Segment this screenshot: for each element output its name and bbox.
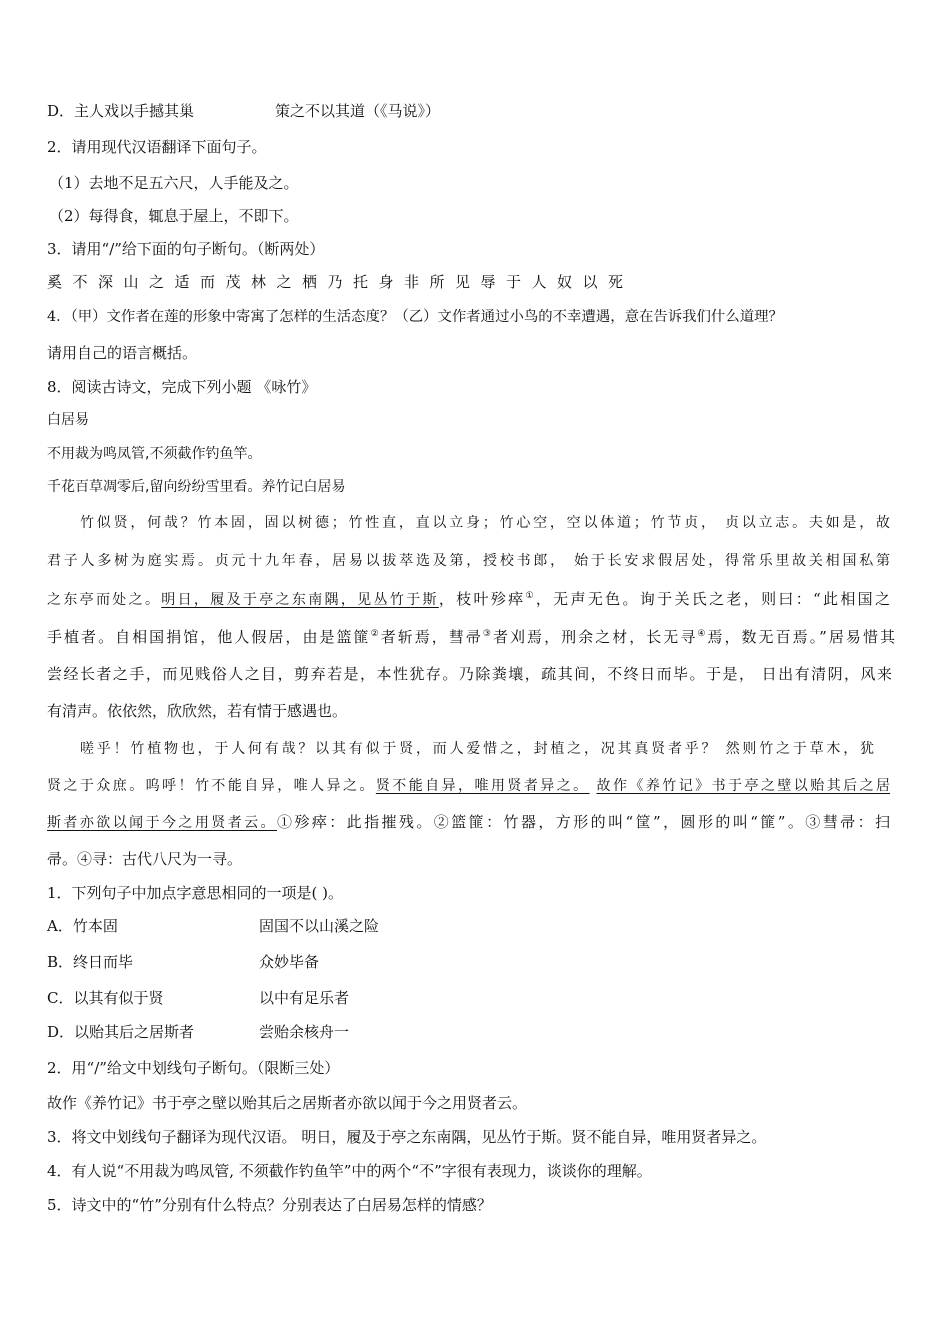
sub-question-3: 3．将文中划线句子翻译为现代汉语。 明日，履及于亭之东南隅，见丛竹于斯。贤不能自异，唯用贤者异之。 bbox=[47, 1128, 767, 1146]
underlined-sentence-1: 明日，履及于亭之东南隅，见丛竹于斯 bbox=[161, 592, 439, 608]
choice-d-right: 尝贻余核舟一 bbox=[259, 1023, 350, 1041]
passage-p1-line-1: 竹似贤，何哉？竹本固，固以树德；竹性直，直以立身；竹心空，空以体道；竹节贞， 贞以立志。夫如是，故 bbox=[80, 515, 890, 531]
passage-p1-line-3: 之东亭而处之。明日，履及于亭之东南隅，见丛竹于斯，枝叶殄瘁①，无声无色。询于关氏之老，则曰：“此相国之 bbox=[47, 590, 891, 608]
question-4-line-2: 请用自己的语言概括。 bbox=[47, 344, 198, 362]
sub-question-2: 2．用“/”给文中划线句子断句。（限断三处） bbox=[47, 1059, 340, 1077]
passage-p2-line-4: 帚。④寻：古代八尺为一寻。 bbox=[47, 850, 243, 868]
question-4-line: 4．（甲）文作者在莲的形象中寄寓了怎样的生活态度？（乙）文作者通过小鸟的不幸遭遇，意在告诉我们什么道理？ bbox=[47, 309, 783, 325]
underlined-sentence-3-end: 斯者亦欲以闻于今之用贤者云。 bbox=[47, 815, 277, 831]
passage-p2-line-2: 贤之于众庶。呜呼！竹不能自异，唯人异之。贤不能自异，唯用贤者异之。 故作《养竹记》书于亭之壁以贻其后之居 bbox=[47, 778, 891, 794]
poem-line-1: 不用裁为鸣凤管,不须截作钓鱼竿。 bbox=[47, 446, 262, 462]
sub-question-2-sentence: 故作《养竹记》书于亭之壁以贻其后之居斯者亦欲以闻于今之用贤者云。 bbox=[47, 1094, 528, 1112]
choice-a-right: 固国不以山溪之险 bbox=[259, 917, 380, 935]
choice-a-left: A．竹本固 bbox=[47, 917, 118, 935]
punctuation-sentence: 奚不深山之适而茂林之栖乃托身非所见辱于人奴以死 bbox=[47, 273, 634, 291]
poem-author: 白居易 bbox=[47, 412, 89, 428]
passage-p2-line-3: 斯者亦欲以闻于今之用贤者云。①殄瘁：此指摧残。②篮篚：竹器，方形的叫“筐”，圆形的叫“篚”。③彗帚：扫 bbox=[47, 813, 890, 831]
choice-d-left: D．以贻其后之居斯者 bbox=[47, 1023, 195, 1041]
underlined-sentence-3: 故作《养竹记》书于亭之壁以贻其后之居 bbox=[596, 778, 891, 794]
choice-c-right: 以中有足乐者 bbox=[259, 989, 350, 1007]
choice-b-left: B．终日而毕 bbox=[47, 953, 134, 971]
passage-p1-line-2: 君子人多树为庭实焉。贞元十九年春，居易以拔萃选及第，授校书郎， 始于长安求假居处，得常乐里故关相国私第 bbox=[47, 553, 890, 569]
sub-question-5: 5．诗文中的“竹”分别有什么特点？分别表达了白居易怎样的情感？ bbox=[47, 1196, 492, 1214]
section-8-heading: 8．阅读古诗文，完成下列小题 《咏竹》 bbox=[47, 378, 317, 396]
passage-p1-line-4: 手植者。自相国捐馆，他人假居，由是篮篚②者斩焉，彗帚③者刈焉，刑余之材，长无寻④焉，数无百焉。”居易惜其 bbox=[47, 628, 895, 646]
option-d-line bbox=[47, 101, 441, 121]
option-d-right: 策之不以其道（《马说》） bbox=[275, 102, 441, 120]
passage-p1-line-6: 有清声。依依然，欣欣然，若有情于感遇也。 bbox=[47, 702, 348, 720]
sentence-2: （2）每得食，辄息于屋上，不即下。 bbox=[49, 207, 299, 225]
question-2-heading: 2．请用现代汉语翻译下面句子。 bbox=[47, 138, 267, 156]
sub-question-1: 1．下列句子中加点字意思相同的一项是( )。 bbox=[47, 884, 344, 902]
choice-b-right: 众妙毕备 bbox=[259, 953, 320, 971]
sub-question-4: 4．有人说“不用裁为鸣凤管, 不须截作钓鱼竿”中的两个“不”字很有表现力，谈谈你的理解。 bbox=[47, 1162, 652, 1180]
passage-p2-line-1: 嗟乎！竹植物也，于人何有哉？以其有似于贤，而人爱惜之，封植之，况其真贤者乎？ 然则竹之于草木，犹 bbox=[80, 741, 874, 757]
sentence-1: （1）去地不足五六尺，人手能及之。 bbox=[49, 174, 299, 192]
choice-c-left: C．以其有似于贤 bbox=[47, 989, 164, 1007]
poem-line-2: 千花百草凋零后,留向纷纷雪里看。养竹记白居易 bbox=[47, 479, 346, 495]
question-3-heading: 3．请用“/”给下面的句子断句。（断两处） bbox=[47, 240, 325, 258]
option-d-left: D．主人戏以手撼其巢 bbox=[47, 102, 195, 120]
passage-p1-line-5: 尝经长者之手，而见贱俗人之目，剪弃若是，本性犹存。乃除粪壤，疏其间，不终日而毕。于是， 日出有清阴，风来 bbox=[47, 665, 892, 683]
underlined-sentence-2: 贤不能自异，唯用贤者异之。 bbox=[375, 778, 590, 794]
